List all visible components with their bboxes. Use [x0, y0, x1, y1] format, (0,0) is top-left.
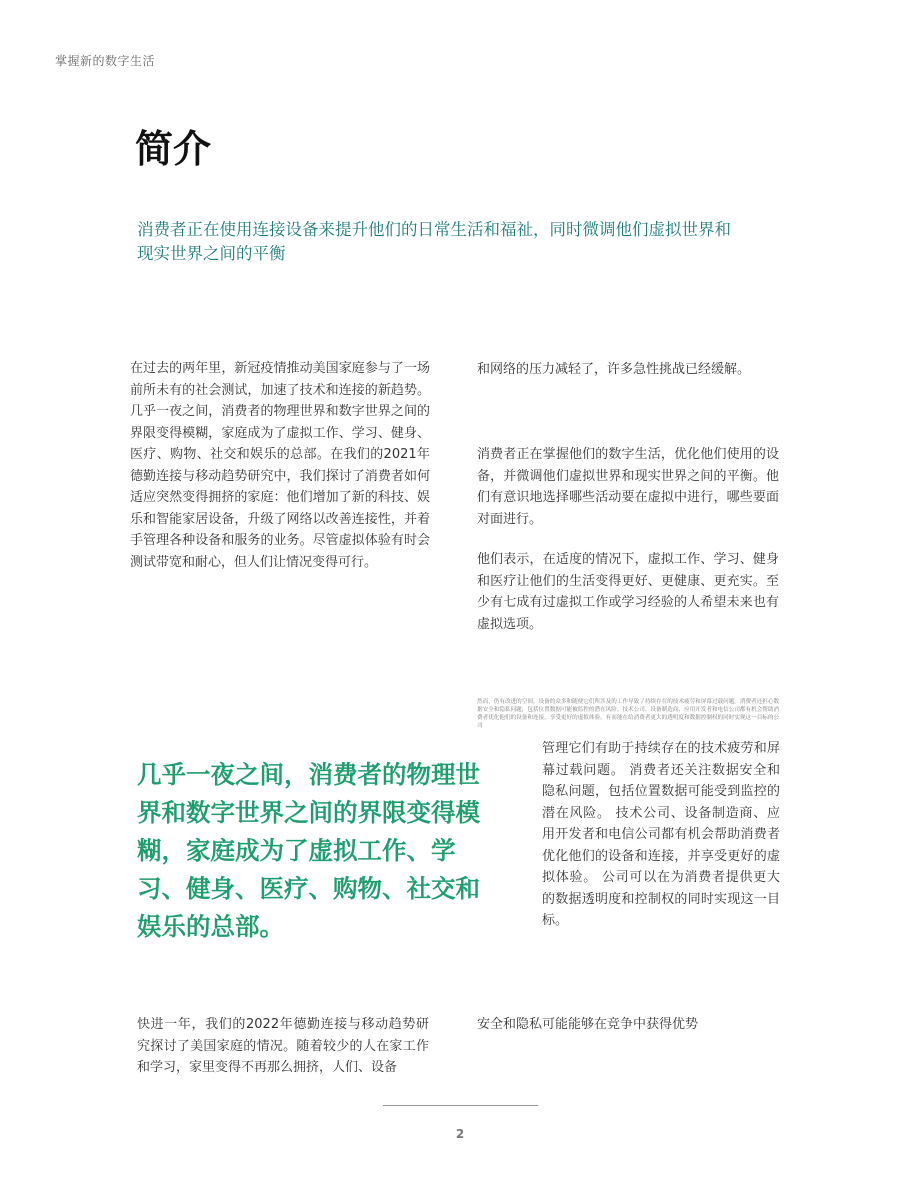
- paragraph-text: 他们表示，在适度的情况下，虚拟工作、学习、健身和医疗让他们的生活变得更好、更健康、更充实。至少有七成有过虚拟工作或学习经验的人希望未来也有虚拟选项。: [477, 552, 779, 632]
- footer-divider: [383, 1105, 538, 1106]
- paragraph-text: 快进一年，我们的2022年德勤连接与移动趋势研究探讨了美国家庭的情况。随着较少的人在家工作和学习，家里变得不再那么拥挤，人们、设备: [137, 1017, 429, 1075]
- page-number: 2: [455, 1127, 465, 1141]
- body-paragraph-left-2: [137, 1014, 429, 1079]
- body-paragraph-right-2: [477, 444, 779, 530]
- paragraph-text: 消费者正在掌握他们的数字生活，优化他们使用的设备，并微调他们虚拟世界和现实世界之间的平衡。他们有意识地选择哪些活动要在虚拟中进行，哪些要面对面进行。: [477, 447, 779, 527]
- paragraph-text: 安全和隐私可能能够在竞争中获得优势: [477, 1017, 699, 1032]
- page-title: 简介: [135, 127, 212, 171]
- body-paragraph-right-4: [542, 738, 780, 932]
- paragraph-text: 管理它们有助于持续存在的技术疲劳和屏幕过载问题。 消费者还关注数据安全和隐私问题，包括位置数据可能受到监控的潜在风险。 技术公司、设备制造商、应用开发者和电信公司都有机会帮助消费者优化他们的设备和连接，并享受更好的虚拟体验。 公司可以在为消费者提供更大的数据透明度和控制权的同时实现这一目标。: [542, 741, 780, 928]
- pull-quote: 几乎一夜之间，消费者的物理世界和数字世界之间的界限变得模糊，家庭成为了虚拟工作、学习、健身、医疗、购物、社交和娱乐的总部。: [137, 760, 480, 941]
- intro-lede: 消费者正在使用连接设备来提升他们的日常生活和福祉，同时微调他们虚拟世界和现实世界之间的平衡: [137, 220, 731, 263]
- body-paragraph-right-3: [477, 549, 779, 635]
- paragraph-text: 在过去的两年里，新冠疫情推动美国家庭参与了一场前所未有的社会测试，加速了技术和连接的新趋势。几乎一夜之间，消费者的物理世界和数字世界之间的界限变得模糊，家庭成为了虚拟工作、学习、健身、医疗、购物、社交和娱乐的总部。在我们的2021年德勤连接与移动趋势研究中，我们探讨了消费者如何适应突然变得拥挤的家庭：他们增加了新的科技、娱乐和智能家居设备，升级了网络以改善连接性，并着手管理各种设备和服务的业务。尽管虚拟体验有时会测试带宽和耐心，但人们让情况变得可行。: [130, 361, 430, 570]
- body-paragraph-left-1: [130, 358, 430, 573]
- body-paragraph-right-1: [477, 359, 777, 381]
- body-paragraph-right-5: [477, 1014, 777, 1036]
- paragraph-text: 和网络的压力减轻了，许多急性挑战已经缓解。: [477, 362, 751, 377]
- fine-print-note: 然而，仍有改进的空间。设备的众多和随便它们所涉及的工作导致了持续存在的技术疲劳和屏幕过载问题。消费者还担心数据安全和隐私问题，包括位置数据可能被监控的潜在风险。技术公司、设备制造商、应用开发者和电信公司都有机会帮助消费者优化他们的设备和连接，享受更好的虚拟体验。有而能在给消费者更大的透明度和数据控制权的同时实现这一目标的公司: [477, 699, 780, 729]
- running-header: 掌握新的数字生活: [55, 54, 156, 68]
